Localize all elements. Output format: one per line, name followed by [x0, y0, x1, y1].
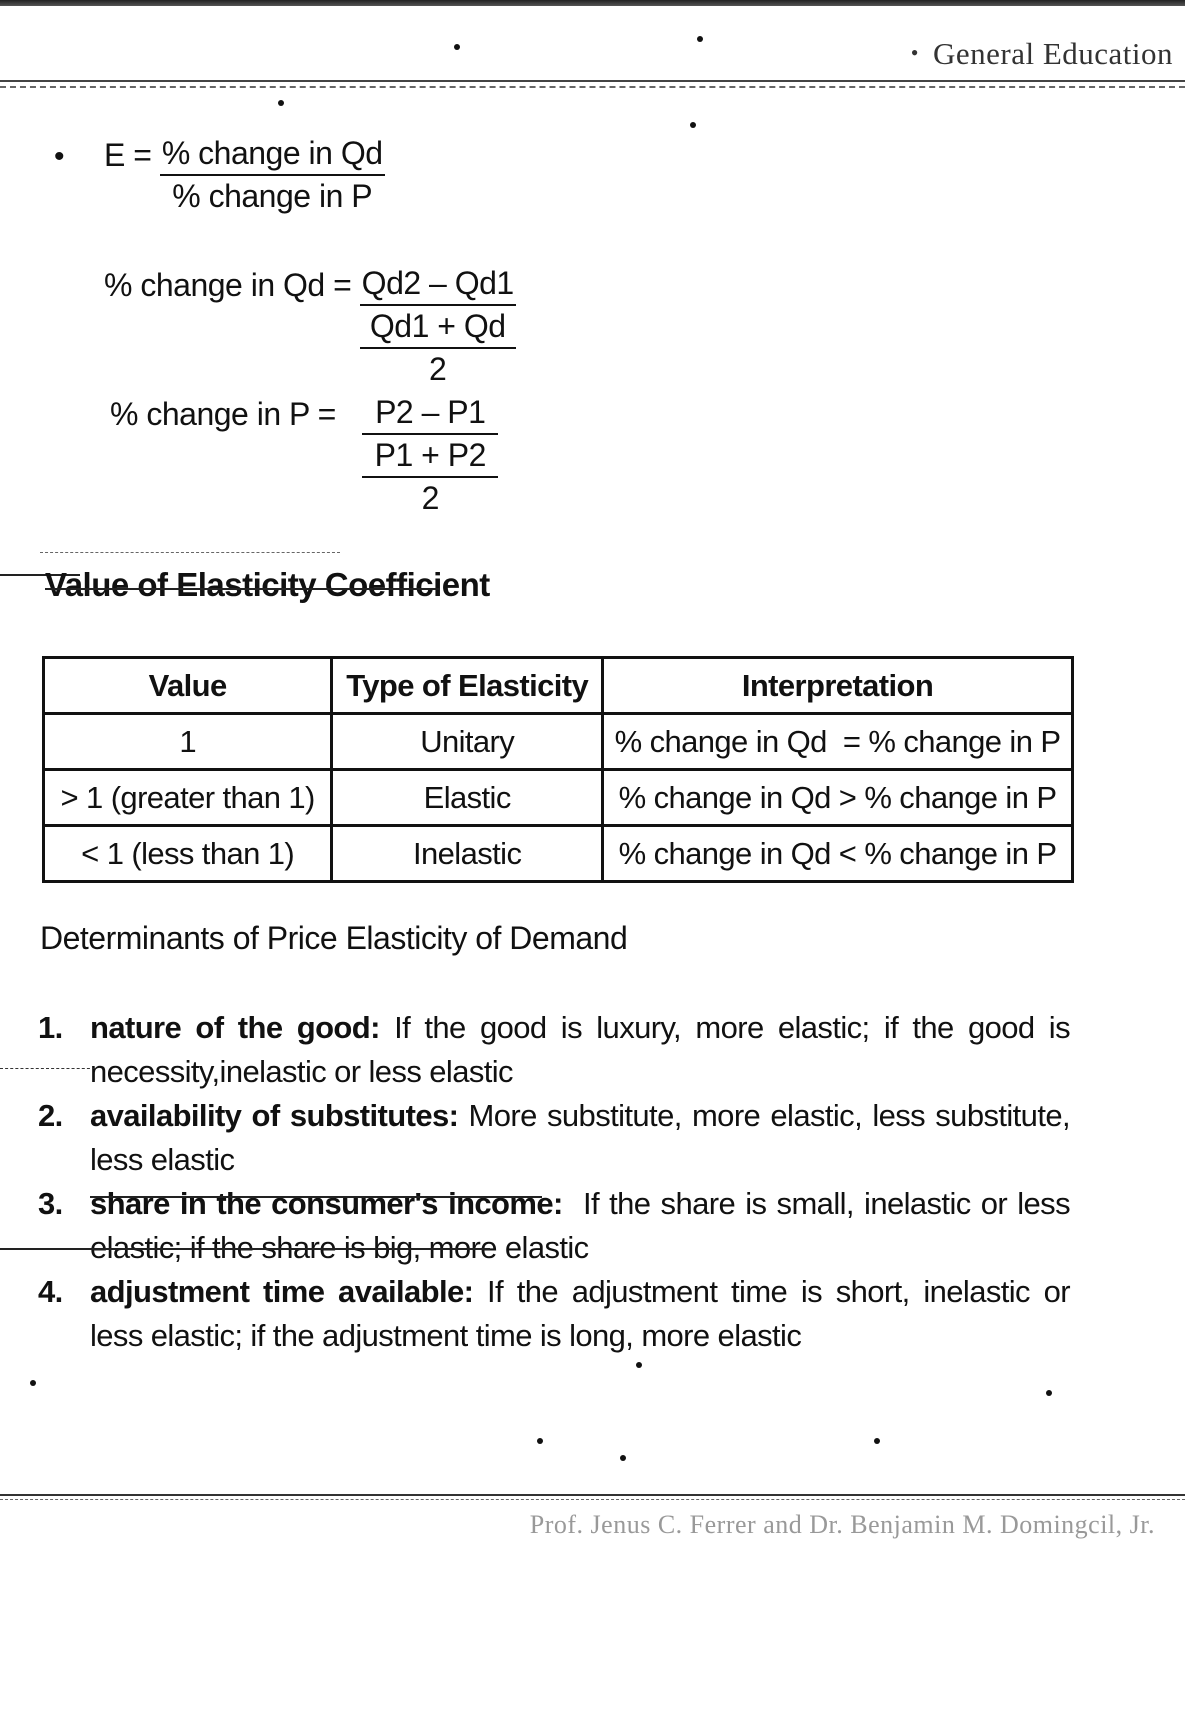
footer-rule [0, 1494, 1185, 1496]
elasticity-table [42, 656, 1074, 883]
header-title-text: General Education [932, 36, 1173, 71]
list-item-term: nature of the good: [90, 1010, 380, 1045]
heading-strikethrough [45, 588, 440, 590]
header-rule [0, 80, 1185, 82]
qd-formula [104, 265, 516, 388]
header-title [911, 36, 1173, 72]
p-fraction [362, 394, 498, 517]
list-item-number: 2. [38, 1098, 63, 1133]
qd-denominator: Qd1 + Qd [360, 306, 516, 349]
qd-divisor: 2 [429, 351, 447, 387]
table-cell: % change in Qd > % change in P [603, 770, 1073, 826]
table-row [44, 826, 1073, 882]
list-item-term: share in the consumer's income: [90, 1186, 563, 1221]
table-header-cell: Value [44, 658, 332, 714]
footer-rule-dotted [0, 1499, 1185, 1500]
qd-formula-lhs: % change in Qd = [104, 267, 352, 303]
list-item-term: adjustment time available: [90, 1274, 474, 1309]
scan-speck [620, 1455, 626, 1461]
scan-speck [1046, 1390, 1052, 1396]
list-item-number: 1. [38, 1010, 63, 1045]
table-cell: Elastic [332, 770, 603, 826]
list-item [38, 1094, 1070, 1182]
p-numerator: P2 – P1 [362, 394, 498, 435]
table-cell: % change in Qd < % change in P [603, 826, 1073, 882]
table-cell: > 1 (greater than 1) [44, 770, 332, 826]
scan-speck [690, 122, 696, 128]
top-border [0, 0, 1185, 6]
scan-speck [537, 1438, 543, 1444]
list-item [38, 1270, 1070, 1358]
list-item-number: 3. [38, 1186, 63, 1221]
table-header-row [44, 658, 1073, 714]
table-row [44, 714, 1073, 770]
scan-speck [697, 36, 703, 42]
determinants-list [38, 1006, 1079, 1358]
footer-credit: Prof. Jenus C. Ferrer and Dr. Benjamin M. Domingcil, Jr. [529, 1510, 1155, 1539]
list-item-text: If the share is small, inelastic or less elastic; if the share is big, more elastic [90, 1186, 1079, 1265]
elasticity-formula [104, 135, 385, 215]
table-header-cell: Interpretation [603, 658, 1073, 714]
list-item [38, 1006, 1070, 1094]
table-cell: 1 [44, 714, 332, 770]
table-cell: % change in Qd = % change in P [603, 714, 1073, 770]
table-cell: Inelastic [332, 826, 603, 882]
qd-fraction [360, 265, 516, 388]
list-strike-1 [0, 1068, 95, 1069]
table-row [44, 770, 1073, 826]
table-header-cell: Type of Elasticity [332, 658, 603, 714]
table-cell: Unitary [332, 714, 603, 770]
list-item-term: availability of substitutes: [90, 1098, 459, 1133]
elasticity-formula-lhs: E = [104, 137, 152, 173]
scan-speck [30, 1380, 36, 1386]
list-item-text: If the adjustment time is short, inelastic or less elastic; if the adjustment time is long, more elastic [90, 1274, 1070, 1353]
section-heading: Value of Elasticity Coefficient [45, 566, 490, 603]
p-formula [110, 394, 498, 517]
list-item-text: If the good is luxury, more elastic; if the good is necessity,inelastic or less elastic [90, 1010, 1070, 1089]
formula-bullet: • [54, 140, 65, 173]
list-item-number: 4. [38, 1274, 63, 1309]
header-bullet: • [910, 40, 919, 65]
heading-dotted-line [40, 552, 340, 553]
scan-speck [636, 1362, 642, 1368]
list-item-text: More substitute, more elastic, less substitute, less elastic [90, 1098, 1070, 1177]
elasticity-denominator: % change in P [172, 178, 373, 214]
scan-speck [874, 1438, 880, 1444]
p-formula-lhs: % change in P = [110, 396, 336, 432]
table-cell: < 1 (less than 1) [44, 826, 332, 882]
scan-speck [454, 44, 460, 50]
list-strike-3a [90, 1196, 542, 1198]
scan-speck [278, 100, 284, 106]
qd-numerator: Qd2 – Qd1 [360, 265, 516, 306]
p-divisor: 2 [421, 480, 439, 516]
elasticity-numerator: % change in Qd [160, 135, 385, 176]
determinants-heading: Determinants of Price Elasticity of Demand [40, 920, 628, 956]
header-rule-dotted [0, 86, 1185, 88]
list-strike-3b [0, 1248, 490, 1250]
elasticity-fraction [160, 135, 385, 215]
p-denominator: P1 + P2 [362, 435, 498, 478]
